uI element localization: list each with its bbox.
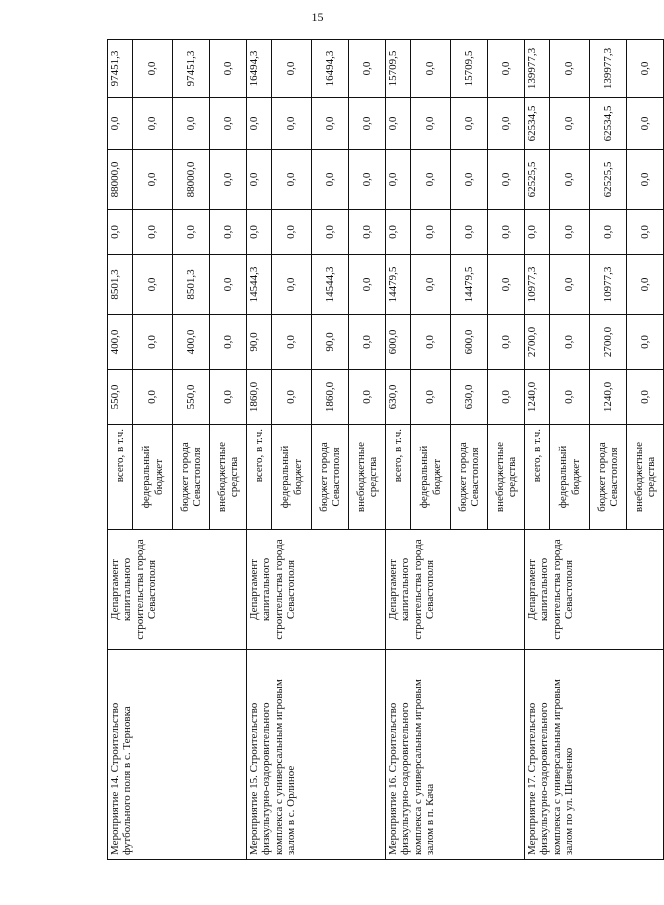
- amount-cell: 0,0: [488, 315, 525, 370]
- department-cell: Департамент капитального строительства города Севастополя: [247, 530, 386, 650]
- amount-cell: 0,0: [627, 40, 664, 98]
- amount-cell: 0,0: [247, 150, 272, 210]
- funding-source-label: федеральный бюджет: [272, 425, 312, 530]
- amount-cell: 0,0: [627, 210, 664, 255]
- funding-source-label: бюджет города Севастополя: [312, 425, 349, 530]
- amount-cell: 0,0: [488, 255, 525, 315]
- amount-cell: 0,0: [133, 370, 173, 425]
- amount-cell: 8501,3: [173, 255, 210, 315]
- amount-cell: 0,0: [272, 40, 312, 98]
- page-number: 15: [311, 10, 324, 24]
- amount-cell: 139977,3: [525, 40, 550, 98]
- department-cell: Департамент капитального строительства города Севастополя: [108, 530, 247, 650]
- amount-cell: 600,0: [386, 315, 411, 370]
- amount-cell: 0,0: [133, 40, 173, 98]
- amount-cell: 0,0: [550, 315, 590, 370]
- amount-cell: 0,0: [349, 315, 386, 370]
- funding-source-label: федеральный бюджет: [133, 425, 173, 530]
- amount-cell: 0,0: [386, 150, 411, 210]
- amount-cell: 0,0: [488, 150, 525, 210]
- amount-cell: 0,0: [627, 98, 664, 150]
- amount-cell: 0,0: [411, 255, 451, 315]
- amount-cell: 0,0: [349, 40, 386, 98]
- amount-cell: 0,0: [247, 98, 272, 150]
- table-row: [525, 40, 550, 860]
- amount-cell: 16494,3: [312, 40, 349, 98]
- amount-cell: 0,0: [272, 150, 312, 210]
- funding-source-label: всего, в т.ч.: [386, 425, 411, 530]
- funding-source-label: всего, в т.ч.: [108, 425, 133, 530]
- amount-cell: 97451,3: [173, 40, 210, 98]
- amount-cell: 139977,3: [590, 40, 627, 98]
- amount-cell: 62525,5: [525, 150, 550, 210]
- event-title: Мероприятие 16. Строительство физкультурно-оздоровительного комплекса с универсальным игровым залом в п. Кача: [386, 650, 525, 860]
- amount-cell: 0,0: [590, 210, 627, 255]
- amount-cell: 0,0: [627, 315, 664, 370]
- amount-cell: 0,0: [349, 150, 386, 210]
- amount-cell: 88000,0: [108, 150, 133, 210]
- amount-cell: 0,0: [488, 210, 525, 255]
- amount-cell: 0,0: [133, 255, 173, 315]
- amount-cell: 0,0: [550, 210, 590, 255]
- amount-cell: 1240,0: [525, 370, 550, 425]
- amount-cell: 0,0: [210, 370, 247, 425]
- amount-cell: 0,0: [488, 98, 525, 150]
- amount-cell: 97451,3: [108, 40, 133, 98]
- table-row: [386, 40, 411, 860]
- amount-cell: 0,0: [133, 98, 173, 150]
- amount-cell: 0,0: [411, 315, 451, 370]
- amount-cell: 400,0: [173, 315, 210, 370]
- amount-cell: 0,0: [349, 98, 386, 150]
- amount-cell: 0,0: [627, 370, 664, 425]
- amount-cell: 0,0: [451, 98, 488, 150]
- amount-cell: 0,0: [349, 255, 386, 315]
- funding-source-label: бюджет города Севастополя: [590, 425, 627, 530]
- amount-cell: 0,0: [488, 370, 525, 425]
- amount-cell: 0,0: [108, 210, 133, 255]
- amount-cell: 0,0: [133, 315, 173, 370]
- budget-table: [107, 39, 664, 860]
- amount-cell: 0,0: [411, 98, 451, 150]
- amount-cell: 0,0: [550, 98, 590, 150]
- amount-cell: 0,0: [411, 370, 451, 425]
- amount-cell: 0,0: [133, 150, 173, 210]
- amount-cell: 62534,5: [525, 98, 550, 150]
- amount-cell: 0,0: [451, 210, 488, 255]
- amount-cell: 0,0: [411, 210, 451, 255]
- amount-cell: 1240,0: [590, 370, 627, 425]
- amount-cell: 0,0: [312, 150, 349, 210]
- amount-cell: 14544,3: [247, 255, 272, 315]
- amount-cell: 14479,5: [451, 255, 488, 315]
- amount-cell: 0,0: [627, 150, 664, 210]
- amount-cell: 1860,0: [247, 370, 272, 425]
- amount-cell: 0,0: [272, 255, 312, 315]
- amount-cell: 0,0: [210, 210, 247, 255]
- amount-cell: 0,0: [488, 40, 525, 98]
- funding-source-label: федеральный бюджет: [411, 425, 451, 530]
- table-row: [108, 40, 133, 860]
- amount-cell: 0,0: [349, 210, 386, 255]
- amount-cell: 0,0: [550, 370, 590, 425]
- amount-cell: 15709,5: [386, 40, 411, 98]
- amount-cell: 0,0: [247, 210, 272, 255]
- amount-cell: 0,0: [210, 315, 247, 370]
- amount-cell: 0,0: [627, 255, 664, 315]
- amount-cell: 14544,3: [312, 255, 349, 315]
- amount-cell: 10977,3: [590, 255, 627, 315]
- amount-cell: 0,0: [550, 150, 590, 210]
- amount-cell: 0,0: [173, 98, 210, 150]
- funding-source-label: внебюджетные средства: [627, 425, 664, 530]
- amount-cell: 0,0: [272, 210, 312, 255]
- funding-source-label: бюджет города Севастополя: [173, 425, 210, 530]
- amount-cell: 550,0: [173, 370, 210, 425]
- amount-cell: 400,0: [108, 315, 133, 370]
- amount-cell: 0,0: [312, 98, 349, 150]
- funding-source-label: всего, в т.ч.: [247, 425, 272, 530]
- amount-cell: 62525,5: [590, 150, 627, 210]
- amount-cell: 0,0: [272, 98, 312, 150]
- amount-cell: 0,0: [312, 210, 349, 255]
- amount-cell: 0,0: [272, 315, 312, 370]
- event-title: Мероприятие 17. Строительство физкультурно-оздоровительного комплекса с универсальным игровым залом по ул. Шевченко: [525, 650, 664, 860]
- amount-cell: 0,0: [525, 210, 550, 255]
- amount-cell: 0,0: [386, 210, 411, 255]
- amount-cell: 630,0: [386, 370, 411, 425]
- amount-cell: 2700,0: [525, 315, 550, 370]
- funding-source-label: бюджет города Севастополя: [451, 425, 488, 530]
- rotated-table-container: [107, 40, 657, 860]
- amount-cell: 62534,5: [590, 98, 627, 150]
- amount-cell: 1860,0: [312, 370, 349, 425]
- table-row: [247, 40, 272, 860]
- amount-cell: 10977,3: [525, 255, 550, 315]
- table-body: [108, 40, 664, 860]
- funding-source-label: внебюджетные средства: [349, 425, 386, 530]
- amount-cell: 0,0: [272, 370, 312, 425]
- amount-cell: 0,0: [349, 370, 386, 425]
- amount-cell: 2700,0: [590, 315, 627, 370]
- amount-cell: 90,0: [247, 315, 272, 370]
- department-cell: Департамент капитального строительства города Севастополя: [386, 530, 525, 650]
- amount-cell: 0,0: [133, 210, 173, 255]
- amount-cell: 630,0: [451, 370, 488, 425]
- funding-source-label: внебюджетные средства: [210, 425, 247, 530]
- amount-cell: 0,0: [550, 255, 590, 315]
- amount-cell: 0,0: [210, 40, 247, 98]
- amount-cell: 0,0: [210, 98, 247, 150]
- amount-cell: 0,0: [210, 150, 247, 210]
- amount-cell: 0,0: [386, 98, 411, 150]
- funding-source-label: федеральный бюджет: [550, 425, 590, 530]
- amount-cell: 0,0: [411, 150, 451, 210]
- amount-cell: 0,0: [411, 40, 451, 98]
- amount-cell: 90,0: [312, 315, 349, 370]
- amount-cell: 0,0: [173, 210, 210, 255]
- event-title: Мероприятие 14. Строительство футбольного поля в с. Терновка: [108, 650, 247, 860]
- event-title: Мероприятие 15. Строительство физкультурно-оздоровительного комплекса с универсальным игровым залом в с. Орлиное: [247, 650, 386, 860]
- amount-cell: 0,0: [210, 255, 247, 315]
- amount-cell: 0,0: [550, 40, 590, 98]
- amount-cell: 16494,3: [247, 40, 272, 98]
- amount-cell: 8501,3: [108, 255, 133, 315]
- department-cell: Департамент капитального строительства города Севастополя: [525, 530, 664, 650]
- amount-cell: 600,0: [451, 315, 488, 370]
- amount-cell: 0,0: [108, 98, 133, 150]
- amount-cell: 550,0: [108, 370, 133, 425]
- amount-cell: 14479,5: [386, 255, 411, 315]
- funding-source-label: внебюджетные средства: [488, 425, 525, 530]
- amount-cell: 0,0: [451, 150, 488, 210]
- funding-source-label: всего, в т.ч.: [525, 425, 550, 530]
- amount-cell: 15709,5: [451, 40, 488, 98]
- amount-cell: 88000,0: [173, 150, 210, 210]
